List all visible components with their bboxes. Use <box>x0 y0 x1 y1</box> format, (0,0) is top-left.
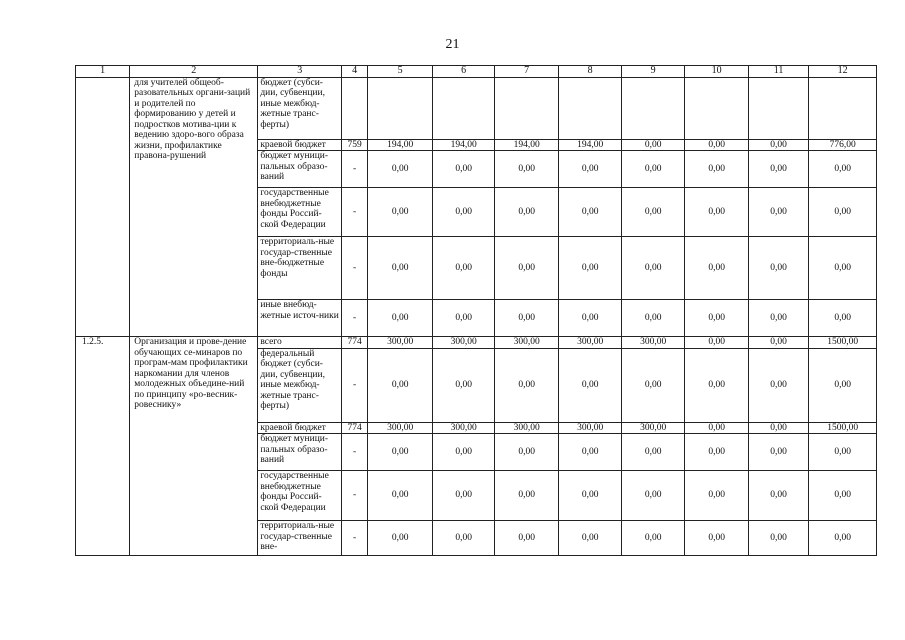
value-cell: 0,00 <box>748 471 808 521</box>
budget-table <box>75 65 877 556</box>
value-cell <box>685 77 749 139</box>
value-cell: 0,00 <box>748 434 808 471</box>
header-cell: 4 <box>342 66 368 78</box>
value-cell: 0,00 <box>367 237 433 300</box>
value-cell: 0,00 <box>685 188 749 237</box>
code-cell <box>342 77 368 139</box>
value-cell: 0,00 <box>367 348 433 422</box>
value-cell: 0,00 <box>559 237 621 300</box>
table-row <box>76 77 877 139</box>
code-cell: - <box>342 471 368 521</box>
value-cell: 0,00 <box>433 471 494 521</box>
value-cell: 0,00 <box>433 300 494 337</box>
value-cell: 0,00 <box>433 348 494 422</box>
value-cell <box>494 77 559 139</box>
value-cell: 300,00 <box>494 422 559 434</box>
value-cell: 194,00 <box>559 139 621 151</box>
value-cell: 0,00 <box>748 300 808 337</box>
value-cell: 0,00 <box>748 422 808 434</box>
header-cell: 5 <box>367 66 433 78</box>
value-cell: 0,00 <box>559 348 621 422</box>
value-cell: 0,00 <box>809 434 877 471</box>
funding-source: территориаль-ные государ-ственные вне-бюджетные фонды <box>258 237 342 300</box>
header-cell: 8 <box>559 66 621 78</box>
value-cell: 0,00 <box>433 188 494 237</box>
value-cell: 300,00 <box>559 422 621 434</box>
value-cell: 0,00 <box>433 237 494 300</box>
item-description: для учителей общеоб-разовательных органи-заций и родителей по формированию у детей и подростков мотива-ции к ведению здоро-вого образа жизни, профилактике правона-рушений <box>130 77 258 337</box>
funding-source: государственные внебюджетные фонды Россий-ской Федерации <box>258 471 342 521</box>
value-cell: 0,00 <box>809 237 877 300</box>
value-cell: 0,00 <box>748 237 808 300</box>
funding-source: федеральный бюджет (субси-дии, субвенции, иные межбюд-жетные транс-ферты) <box>258 348 342 422</box>
value-cell: 0,00 <box>748 521 808 556</box>
value-cell: 0,00 <box>494 300 559 337</box>
value-cell <box>809 77 877 139</box>
value-cell: 0,00 <box>809 471 877 521</box>
header-cell: 10 <box>685 66 749 78</box>
table-row <box>76 337 877 349</box>
funding-source: краевой бюджет <box>258 139 342 151</box>
header-cell: 9 <box>621 66 685 78</box>
header-cell: 12 <box>809 66 877 78</box>
code-cell: - <box>342 300 368 337</box>
item-description: Организация и прове-дение обучающих се-минаров по програм-мам профилактики наркомании для членов молодежных объедине-ний по принципу «ро-весник-ровеснику» <box>130 337 258 556</box>
value-cell: 300,00 <box>433 337 494 349</box>
value-cell: 194,00 <box>433 139 494 151</box>
value-cell: 0,00 <box>367 300 433 337</box>
code-cell: - <box>342 434 368 471</box>
value-cell: 0,00 <box>559 151 621 188</box>
value-cell <box>433 77 494 139</box>
value-cell: 300,00 <box>559 337 621 349</box>
value-cell: 0,00 <box>433 521 494 556</box>
funding-source: бюджет муници-пальных образо-ваний <box>258 151 342 188</box>
value-cell: 0,00 <box>621 434 685 471</box>
value-cell: 300,00 <box>494 337 559 349</box>
value-cell: 0,00 <box>367 188 433 237</box>
value-cell: 0,00 <box>494 471 559 521</box>
funding-source: государственные внебюджетные фонды Россий-ской Федерации <box>258 188 342 237</box>
value-cell: 0,00 <box>621 188 685 237</box>
page-number: 21 <box>445 37 460 52</box>
value-cell <box>367 77 433 139</box>
value-cell: 0,00 <box>559 521 621 556</box>
value-cell: 1500,00 <box>809 337 877 349</box>
value-cell: 0,00 <box>367 471 433 521</box>
code-cell: - <box>342 237 368 300</box>
value-cell: 0,00 <box>809 348 877 422</box>
value-cell: 0,00 <box>685 139 749 151</box>
code-cell: - <box>342 521 368 556</box>
value-cell: 0,00 <box>685 237 749 300</box>
header-cell: 7 <box>494 66 559 78</box>
value-cell: 0,00 <box>494 434 559 471</box>
header-cell: 11 <box>748 66 808 78</box>
value-cell: 194,00 <box>494 139 559 151</box>
value-cell: 776,00 <box>809 139 877 151</box>
funding-source: территориаль-ные государ-ственные вне- <box>258 521 342 556</box>
value-cell: 0,00 <box>559 434 621 471</box>
value-cell: 0,00 <box>685 422 749 434</box>
value-cell: 0,00 <box>685 151 749 188</box>
code-cell: - <box>342 151 368 188</box>
value-cell: 0,00 <box>494 151 559 188</box>
value-cell: 0,00 <box>748 337 808 349</box>
value-cell: 0,00 <box>367 521 433 556</box>
value-cell: 0,00 <box>809 300 877 337</box>
value-cell: 0,00 <box>494 348 559 422</box>
value-cell <box>559 77 621 139</box>
value-cell: 300,00 <box>367 422 433 434</box>
value-cell: 0,00 <box>559 471 621 521</box>
header-cell: 2 <box>130 66 258 78</box>
value-cell: 0,00 <box>621 151 685 188</box>
value-cell: 0,00 <box>559 188 621 237</box>
item-number: 1.2.5. <box>76 337 130 556</box>
value-cell: 0,00 <box>433 434 494 471</box>
value-cell: 0,00 <box>748 151 808 188</box>
code-cell: 774 <box>342 422 368 434</box>
value-cell: 0,00 <box>685 521 749 556</box>
value-cell: 0,00 <box>621 139 685 151</box>
code-cell: - <box>342 348 368 422</box>
code-cell: 759 <box>342 139 368 151</box>
funding-source: краевой бюджет <box>258 422 342 434</box>
value-cell: 0,00 <box>685 300 749 337</box>
value-cell: 0,00 <box>621 300 685 337</box>
header-cell: 6 <box>433 66 494 78</box>
value-cell <box>748 77 808 139</box>
funding-source: всего <box>258 337 342 349</box>
value-cell: 0,00 <box>685 471 749 521</box>
value-cell: 0,00 <box>621 348 685 422</box>
value-cell: 0,00 <box>367 151 433 188</box>
value-cell: 300,00 <box>621 337 685 349</box>
value-cell: 194,00 <box>367 139 433 151</box>
funding-source: бюджет муници-пальных образо-ваний <box>258 434 342 471</box>
value-cell: 300,00 <box>367 337 433 349</box>
value-cell: 0,00 <box>494 237 559 300</box>
value-cell: 0,00 <box>809 521 877 556</box>
header-cell: 3 <box>258 66 342 78</box>
value-cell: 0,00 <box>433 151 494 188</box>
value-cell: 0,00 <box>685 348 749 422</box>
value-cell: 0,00 <box>748 188 808 237</box>
value-cell: 0,00 <box>621 237 685 300</box>
header-row <box>76 66 877 78</box>
value-cell: 300,00 <box>433 422 494 434</box>
funding-source: бюджет (субси-дии, субвенции, иные межбюд-жетные транс-ферты) <box>258 77 342 139</box>
value-cell: 1500,00 <box>809 422 877 434</box>
value-cell: 0,00 <box>685 337 749 349</box>
value-cell: 0,00 <box>748 348 808 422</box>
value-cell: 0,00 <box>494 521 559 556</box>
value-cell: 0,00 <box>621 521 685 556</box>
header-cell: 1 <box>76 66 130 78</box>
item-number-cell <box>76 77 130 337</box>
value-cell <box>621 77 685 139</box>
value-cell: 0,00 <box>621 471 685 521</box>
value-cell: 0,00 <box>685 434 749 471</box>
code-cell: - <box>342 188 368 237</box>
code-cell: 774 <box>342 337 368 349</box>
value-cell: 0,00 <box>367 434 433 471</box>
value-cell: 0,00 <box>748 139 808 151</box>
value-cell: 0,00 <box>559 300 621 337</box>
value-cell: 0,00 <box>809 188 877 237</box>
value-cell: 300,00 <box>621 422 685 434</box>
funding-source: иные внебюд-жетные источ-ники <box>258 300 342 337</box>
value-cell: 0,00 <box>494 188 559 237</box>
value-cell: 0,00 <box>809 151 877 188</box>
